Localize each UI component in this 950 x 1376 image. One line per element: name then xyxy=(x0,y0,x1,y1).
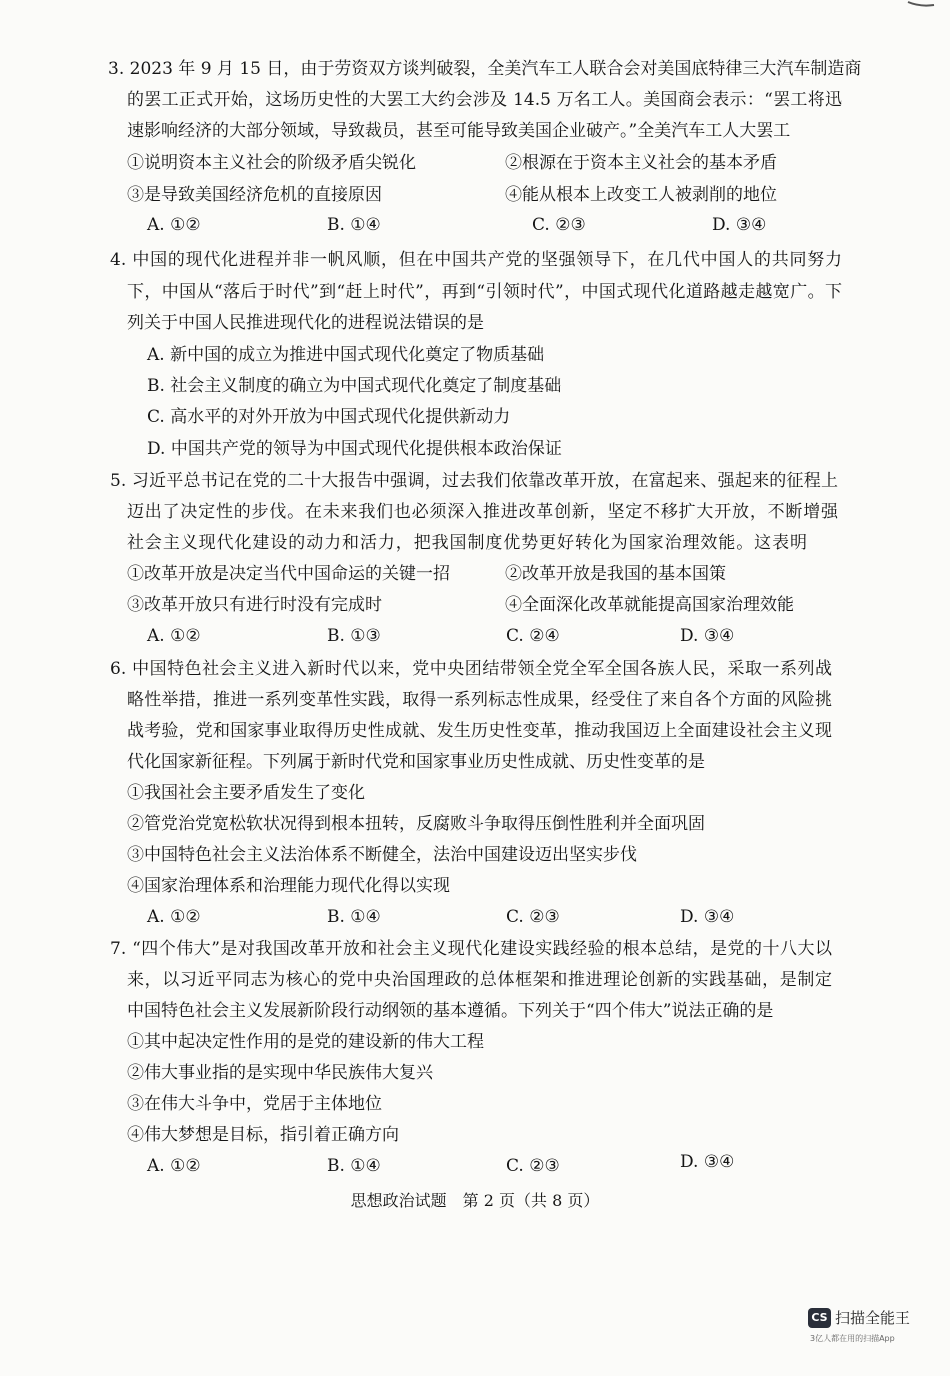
q5-statement-1: ①改革开放是决定当代中国命运的关键一招 xyxy=(127,564,450,584)
q5-statement-2: ②改革开放是我国的基本国策 xyxy=(505,564,726,584)
q3-stem-line-2: 的罢工正式开始，这场历史性的大罢工大约会涉及 14.5 万名工人。美国商会表示：“罢工将迅 xyxy=(127,90,842,110)
q5-statement-4: ④全面深化改革就能提高国家治理效能 xyxy=(505,595,794,615)
q7-stem-line-1: 7. “四个伟大”是对我国改革开放和社会主义现代化建设实践经验的根本总结，是党的十八大以 xyxy=(110,939,832,959)
watermark-title: 扫描全能王 xyxy=(835,1309,911,1327)
q4-option-b[interactable]: B. 社会主义制度的确立为中国式现代化奠定了制度基础 xyxy=(147,376,562,396)
q4-option-a[interactable]: A. 新中国的成立为推进中国式现代化奠定了物质基础 xyxy=(147,345,545,365)
q3-option-b[interactable]: B. ①④ xyxy=(327,215,381,235)
q3-option-c[interactable]: C. ②③ xyxy=(532,215,586,235)
q5-statement-3: ③改革开放只有进行时没有完成时 xyxy=(127,595,382,615)
scan-corner-mark xyxy=(906,0,936,10)
q3-option-d[interactable]: D. ③④ xyxy=(712,215,767,235)
q3-statement-4: ④能从根本上改变工人被剥削的地位 xyxy=(505,185,777,205)
q5-option-c[interactable]: C. ②④ xyxy=(506,626,560,646)
q3-statement-2: ②根源在于资本主义社会的基本矛盾 xyxy=(505,153,777,173)
q7-option-a[interactable]: A. ①② xyxy=(147,1156,201,1176)
q6-stem-line-4: 代化国家新征程。下列属于新时代党和国家事业历史性成就、历史性变革的是 xyxy=(127,752,705,772)
q6-statement-4: ④国家治理体系和治理能力现代化得以实现 xyxy=(127,876,450,896)
q6-option-c[interactable]: C. ②③ xyxy=(506,907,560,927)
camscanner-logo-icon: CS xyxy=(808,1308,831,1328)
q5-stem-line-2: 迈出了决定性的步伐。在未来我们也必须深入推进改革创新，坚定不移扩大开放，不断增强 xyxy=(127,502,838,522)
q4-option-d[interactable]: D. 中国共产党的领导为中国式现代化提供根本政治保证 xyxy=(147,439,562,459)
q6-option-a[interactable]: A. ①② xyxy=(147,907,201,927)
q7-stem-line-3: 中国特色社会主义发展新阶段行动纲领的基本遵循。下列关于“四个伟大”说法正确的是 xyxy=(127,1001,774,1021)
q3-stem-line-1: 3. 2023 年 9 月 15 日，由于劳资双方谈判破裂，全美汽车工人联合会对美国底特律三大汽车制造商 xyxy=(108,59,862,79)
watermark-subtitle: 3亿人都在用的扫描App xyxy=(810,1334,895,1343)
q6-statement-1: ①我国社会主要矛盾发生了变化 xyxy=(127,783,365,803)
q7-statement-2: ②伟大事业指的是实现中华民族伟大复兴 xyxy=(127,1063,433,1083)
q5-option-d[interactable]: D. ③④ xyxy=(680,626,735,646)
q7-option-c[interactable]: C. ②③ xyxy=(506,1156,560,1176)
q7-statement-1: ①其中起决定性作用的是党的建设新的伟大工程 xyxy=(127,1032,484,1052)
q4-option-c[interactable]: C. 高水平的对外开放为中国式现代化提供新动力 xyxy=(147,407,511,427)
q6-statement-2: ②管党治党宽松软状况得到根本扭转，反腐败斗争取得压倒性胜利并全面巩固 xyxy=(127,814,705,834)
q7-option-b[interactable]: B. ①④ xyxy=(327,1156,381,1176)
page-footer: 思想政治试题 第 2 页（共 8 页） xyxy=(350,1191,600,1210)
q7-statement-3: ③在伟大斗争中，党居于主体地位 xyxy=(127,1094,382,1114)
q6-stem-line-2: 略性举措，推进一系列变革性实践，取得一系列标志性成果，经受住了来自各个方面的风险挑 xyxy=(127,690,832,710)
q4-stem-line-1: 4. 中国的现代化进程并非一帆风顺，但在中国共产党的坚强领导下，在几代中国人的共同努力 xyxy=(110,250,842,270)
q3-option-a[interactable]: A. ①② xyxy=(147,215,201,235)
q7-stem-line-2: 来，以习近平同志为核心的党中央治国理政的总体框架和推进理论创新的实践基础，是制定 xyxy=(127,970,832,990)
q6-option-d[interactable]: D. ③④ xyxy=(680,907,735,927)
q3-statement-3: ③是导致美国经济危机的直接原因 xyxy=(127,185,382,205)
q6-stem-line-3: 战考验，党和国家事业取得历史性成就、发生历史性变革，推动我国迈上全面建设社会主义现 xyxy=(127,721,832,741)
scanner-watermark xyxy=(808,1306,928,1350)
q7-statement-4: ④伟大梦想是目标，指引着正确方向 xyxy=(127,1125,399,1145)
q5-option-b[interactable]: B. ①③ xyxy=(327,626,381,646)
q7-option-d[interactable]: D. ③④ xyxy=(680,1152,735,1172)
q3-statement-1: ①说明资本主义社会的阶级矛盾尖锐化 xyxy=(127,153,416,173)
q5-stem-line-1: 5. 习近平总书记在党的二十大报告中强调，过去我们依靠改革开放，在富起来、强起来的征程上 xyxy=(110,471,838,491)
q6-statement-3: ③中国特色社会主义法治体系不断健全，法治中国建设迈出坚实步伐 xyxy=(127,845,637,865)
q4-stem-line-2: 下，中国从“落后于时代”到“赶上时代”，再到“引领时代”，中国式现代化道路越走越宽广。下 xyxy=(127,282,842,302)
q5-option-a[interactable]: A. ①② xyxy=(147,626,201,646)
q6-option-b[interactable]: B. ①④ xyxy=(327,907,381,927)
q4-stem-line-3: 列关于中国人民推进现代化的进程说法错误的是 xyxy=(127,313,484,333)
q5-stem-line-3: 社会主义现代化建设的动力和活力，把我国制度优势更好转化为国家治理效能。这表明 xyxy=(127,533,807,553)
q6-stem-line-1: 6. 中国特色社会主义进入新时代以来，党中央团结带领全党全军全国各族人民，采取一系列战 xyxy=(110,659,832,679)
q3-stem-line-3: 速影响经济的大部分领域，导致裁员，甚至可能导致美国企业破产。”全美汽车工人大罢工 xyxy=(127,121,791,141)
